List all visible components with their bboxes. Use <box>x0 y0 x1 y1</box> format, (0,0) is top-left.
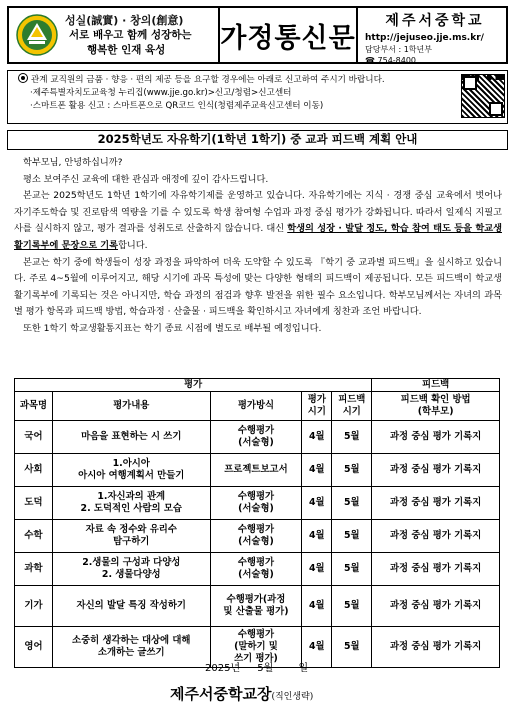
method-cell <box>210 586 302 627</box>
eval-time-cell: 4월 <box>302 421 332 454</box>
cell-text: 아시아 여행계획서 만들기 <box>78 470 185 481</box>
group-header-eval: 평가 <box>15 379 372 392</box>
motto-title: 성실(誠實) · 창의(創意) <box>65 14 184 27</box>
group-header-feedback: 피드백 <box>372 379 500 392</box>
document-title: 2025학년도 자유학기(1학년 1학기) 중 교과 피드백 계획 안내 <box>7 130 508 150</box>
feedback-time-cell: 5월 <box>332 421 372 454</box>
feedback-plan-table <box>14 378 500 668</box>
content-cell <box>52 421 210 454</box>
highlighted-text: 학생의 성장 · 발달 정도, 학습 참여 태도 등을 학교생활기록부에 문장으로 기록 <box>14 223 502 251</box>
eval-time-cell: 4월 <box>302 454 332 487</box>
eval-time-cell: 4월 <box>302 627 332 668</box>
col-eval-time <box>302 392 332 421</box>
cell-text: 수행평가 <box>237 629 275 640</box>
subject-cell: 기가 <box>15 586 53 627</box>
table-row <box>15 553 500 586</box>
table-header-row <box>15 392 500 421</box>
cell-text: 수행평가 <box>237 491 275 502</box>
feedback-time-cell: 5월 <box>332 553 372 586</box>
table-row <box>15 454 500 487</box>
content-cell <box>52 627 210 668</box>
subject-cell: 도덕 <box>15 487 53 520</box>
cell-text: (서술형) <box>238 569 274 580</box>
col-method: 평가방식 <box>210 392 302 421</box>
newsletter-header <box>7 6 508 64</box>
cell-text: 프로젝트보고서 <box>224 464 288 475</box>
paragraph-text: 합니다. <box>118 239 148 251</box>
feedback-check-cell: 과정 중심 평가 기록지 <box>372 454 500 487</box>
table-row <box>15 586 500 627</box>
method-cell <box>210 421 302 454</box>
content-cell <box>52 586 210 627</box>
notice-line: ·제주특별자치도교육청 누리집(www.jje.go.kr)>신고/청렴>신고센터 <box>30 88 292 98</box>
principal-title: 제주서중학교장 <box>170 685 272 703</box>
school-url[interactable]: http://jejuseo.jje.ms.kr/ <box>365 33 484 43</box>
cell-text: 2. 도덕적인 사람의 모습 <box>80 503 182 514</box>
date-year: 2025년 <box>205 663 241 674</box>
notice-line: ·스마트폰 활용 신고 : 스마트폰으로 QR코드 인식(청렴제주교육신고센터 이동) <box>30 101 324 111</box>
subject-cell: 영어 <box>15 627 53 668</box>
cell-text: 및 산출물 평가) <box>223 606 289 617</box>
table-row <box>15 520 500 553</box>
cell-text: 2. 생물다양성 <box>101 569 161 580</box>
content-cell <box>52 553 210 586</box>
header-text: 시기 <box>307 406 326 417</box>
feedback-check-cell: 과정 중심 평가 기록지 <box>372 586 500 627</box>
eval-time-cell: 4월 <box>302 520 332 553</box>
header-text: (학부모) <box>417 406 454 417</box>
cell-text: 수행평가(과정 <box>226 594 286 605</box>
subject-cell: 사회 <box>15 454 53 487</box>
method-cell <box>210 454 302 487</box>
content-cell <box>52 487 210 520</box>
method-cell <box>210 553 302 586</box>
col-subject: 과목명 <box>15 392 53 421</box>
eval-time-cell: 4월 <box>302 553 332 586</box>
feedback-check-cell: 과정 중심 평가 기록지 <box>372 487 500 520</box>
header-text: 피드백 <box>338 394 366 405</box>
feedback-time-cell: 5월 <box>332 454 372 487</box>
seal-note: (직인생략) <box>271 692 314 702</box>
cell-text: 소중히 생각하는 대상에 대해 <box>72 635 191 646</box>
header-text: 시기 <box>342 406 361 417</box>
principal-signature <box>170 683 313 704</box>
school-emblem-icon <box>16 14 58 56</box>
subject-cell: 수학 <box>15 520 53 553</box>
school-name: 제주서중학교 <box>385 13 485 29</box>
cell-text: (서술형) <box>238 503 274 514</box>
paragraph: 또한 1학기 학교생활통지표는 학기 종료 시점에 별도로 배부될 예정입니다. <box>23 322 322 334</box>
table-header-row <box>15 379 500 392</box>
method-cell <box>210 487 302 520</box>
issue-date <box>205 659 308 674</box>
bullet-icon <box>18 73 28 83</box>
date-month: 5월 <box>257 663 274 674</box>
col-content: 평가내용 <box>52 392 210 421</box>
subject-cell: 과학 <box>15 553 53 586</box>
header-text: 피드백 확인 방법 <box>400 394 471 405</box>
paragraph <box>14 188 502 254</box>
feedback-check-cell: 과정 중심 평가 기록지 <box>372 627 500 668</box>
notice-line <box>18 73 507 87</box>
masthead-title: 가정통신문 <box>220 22 356 54</box>
cell-text: 1.아시아 <box>112 458 150 469</box>
content-cell <box>52 520 210 553</box>
feedback-check-cell: 과정 중심 평가 기록지 <box>372 421 500 454</box>
masthead <box>218 6 358 64</box>
notice-text: 관계 교직원의 금품 · 향응 · 편의 제공 등을 요구할 경우에는 아래로 신고하여 주시기 바랍니다. <box>31 75 385 85</box>
col-feedback-time <box>332 392 372 421</box>
paragraph: 평소 보여주신 교육에 대한 관심과 애정에 깊이 감사드립니다. <box>23 173 269 185</box>
report-notice <box>7 70 508 124</box>
cell-text: 수행평가 <box>237 557 275 568</box>
eval-time-cell: 4월 <box>302 586 332 627</box>
cell-text: 수행평가 <box>237 425 275 436</box>
cell-text: 2.생물의 구성과 다양성 <box>82 557 181 568</box>
table-row <box>15 421 500 454</box>
department: 담당부서 : 1학년부 <box>365 45 432 54</box>
cell-text: 수행평가 <box>237 524 275 535</box>
feedback-time-cell: 5월 <box>332 586 372 627</box>
table-row <box>15 487 500 520</box>
motto-line: 행복한 인재 육성 <box>87 44 166 56</box>
cell-text: 마음을 표현하는 시 쓰기 <box>81 431 182 442</box>
feedback-time-cell: 5월 <box>332 520 372 553</box>
method-cell <box>210 520 302 553</box>
header-text: 평가 <box>307 394 326 405</box>
eval-time-cell: 4월 <box>302 487 332 520</box>
feedback-check-cell: 과정 중심 평가 기록지 <box>372 520 500 553</box>
school-info <box>365 10 505 66</box>
feedback-time-cell: 5월 <box>332 627 372 668</box>
paragraph: 학부모님, 안녕하십니까? <box>23 157 123 168</box>
cell-text: 자료 속 정수와 유리수 <box>85 524 177 535</box>
date-day: 일 <box>298 663 309 674</box>
letter-body <box>14 155 502 338</box>
motto-line: 서로 배우고 함께 성장하는 <box>69 29 192 41</box>
phone-number: ☎ 754-8400 <box>365 56 417 65</box>
cell-text: 쓰기 평가) <box>234 653 278 664</box>
cell-text: 자신의 발달 특징 작성하기 <box>76 600 186 611</box>
paragraph-text: 본교는 2025학년도 1학년 1학기에 자유학기제를 운영하고 있습니다. 자유학기에는 지식 · 경쟁 중심 교육에서 벗어나 자기주도학습 및 진로탐색 역량을 기를 수 있도록 학생 참여형 수업과 과정 중심 평가가 강화됩니다. 따라서 일제식 지필고사를 실시하지 않고, 평가 결과를 성취도로 산출하지 않습니다. 대신 <box>14 190 502 235</box>
subject-cell: 국어 <box>15 421 53 454</box>
cell-text: (서술형) <box>238 437 274 448</box>
paragraph: 본교는 학기 중에 학생들이 성장 과정을 파악하여 더욱 도약할 수 있도록 『학기 중 교과별 피드백』을 실시하고 있습니다. 주로 4~5월에 이루어지고, 해당 시기에 과목 특성에 맞는 다양한 형태의 피드백이 제공됩니다. 모든 피드백이 학교생활기록부에 기록되는 것은 아니지만, 학습 과정의 점검과 향후 발전을 위한 필수 요소입니다. 학부모님께서는 자녀의 과목별 평가 항목과 피드백 방법, 학습과정 · 산출물 · 피드백을 확인하시고 자녀에게 칭찬과 조언 바랍니다. <box>14 256 502 318</box>
content-cell <box>52 454 210 487</box>
cell-text: (말하기 및 <box>234 641 278 652</box>
cell-text: 소개하는 글쓰기 <box>97 647 165 658</box>
col-feedback-check <box>372 392 500 421</box>
cell-text: 탐구하기 <box>113 536 150 547</box>
school-motto <box>65 14 215 58</box>
qr-code-icon[interactable] <box>461 74 505 118</box>
feedback-time-cell: 5월 <box>332 487 372 520</box>
cell-text: (서술형) <box>238 536 274 547</box>
feedback-check-cell: 과정 중심 평가 기록지 <box>372 553 500 586</box>
cell-text: 1.자신과의 관계 <box>97 491 166 502</box>
